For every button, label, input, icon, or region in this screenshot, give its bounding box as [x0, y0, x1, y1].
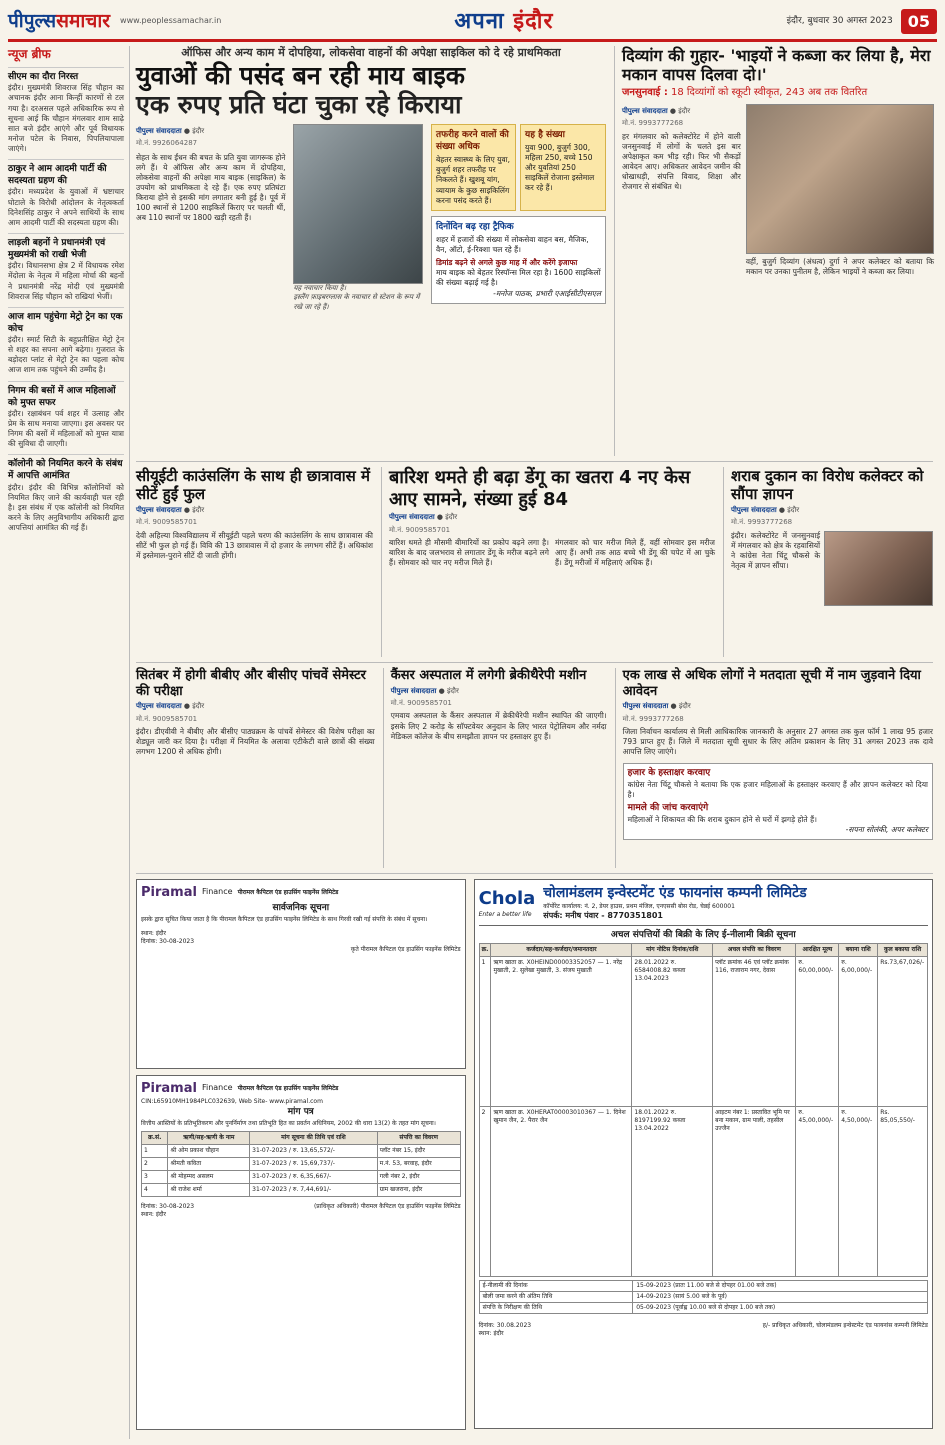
public-hearing-photo: [746, 104, 934, 254]
dengue-headline: बारिश थमते ही बढ़ा डेंगू का खतरा 4 नए केस आए सामने, संख्या हुई 84: [389, 467, 691, 510]
brief-body: इंदौर। स्मार्ट सिटी के बहुप्रतीक्षित मेट्रो ट्रेन से शहर का सपना आगे बढ़ेगा। गुजरात के बड़ोदरा प्लांट से मेट्रो ट्रेन का पहला कोच आज शाम तक पहुंचने की उम्मीद है।: [8, 335, 124, 375]
brief-title: लाड़ली बहनों ने प्रधानमंत्री एवं मुख्यमंत्री को राखी भेजी: [8, 233, 124, 261]
lead-headline: युवाओं की पसंद बन रही माय बाइक: [136, 60, 465, 90]
ad-title: मांग पत्र: [287, 1106, 314, 1117]
voters-story: [615, 668, 933, 868]
chola-logo: Chola: [478, 887, 536, 909]
page-number: 05: [901, 9, 937, 35]
piramal-demand-notice: Piramal Finance पीरामल कैपिटल एंड हाउसिंग फाइनेंस लिमिटेड CIN:L65910MH1984PLC032639, Web Site- www.piramal.com मांग पत्र वित्तीय आस्तियों के प्रतिभूतिकरण और पुनर्निर्माण तथा प्रतिभूति हित का प्रवर्तन अधिनियम, 2002 की धारा 13(2) के तहत मांग सूचना। क्र.सं. ऋणी/सह-ऋणी के नाम मांग सूचना की तिथि एवं राशि संपत्ति का विवरण 1 श्री ओम प्रकाश चौहान 31-07-2023 / रु. 13,65,572/- प्लॉट नंबर 15, इंदौर 2 श्रीमती कविता 31-07-2023 / रु. 15,69,737/- म.नं. 53, बरवाह, इंदौर 3 श्री मोहम्मद असलम 31-07-2023 / रु. 6,35,667/- गली नंबर 2, इंदौर 4 श्री राजेश शर्मा 31-07-2023 / रु. 7,44,691/- ग्राम खजराना, इंदौर दिनांक: 30-08-2023 स्थान: इंदौर (प्राधिकृत अधिकारी) पीरामल कैपिटल एंड हाउसिंग फाइनेंस लिमिटेड: [136, 1075, 466, 1430]
mobile-number: मो.नं. 9926064287: [136, 139, 198, 148]
dengue-body: बारिश थमते ही मौसमी बीमारियों का प्रकोप बढ़ने लगा है। बारिश के बाद जलभराव से लगातार डेंगू के मरीज बढ़ने लगे हैं। सोमवार को चार नए मरीज मिले हैं।: [389, 538, 549, 568]
semester-headline: सितंबर में होगी बीबीए और बीसीए पांचवें सेमेस्टर की परीक्षा: [136, 668, 366, 699]
photo-caption: इस्लैंग फ़ाइबरग्लास के नवाचार से स्टेशन के रूप में रखे जा रहे हैं।: [293, 293, 420, 311]
dateline: इंदौर, बुधवार 30 अगस्त 2023: [786, 16, 893, 27]
piramal-logo: Piramal: [141, 1081, 197, 1096]
voters-headline: एक लाख से अधिक लोगों ने मतदाता सूची में नाम जुड़वाने दिया आवेदन: [622, 668, 921, 699]
cancer-headline: कैंसर अस्पताल में लगेगी ब्रेकीथैरेपी मशीन: [390, 668, 587, 683]
cuet-story: [136, 467, 373, 657]
piramal-logo: Piramal: [141, 885, 197, 900]
brief-body: इंदौर। रक्षाबंधन पर्व शहर में उत्साह और प्रेम के साथ मनाया जाएगा। इस अवसर पर निगम की बसों में महिलाओं को मुफ्त यात्रा की सुविधा दी जाएगी।: [8, 408, 124, 449]
brief-title: निगम की बसों में आज महिलाओं को मुफ्त सफर: [8, 381, 124, 409]
semester-story: [136, 668, 375, 868]
divyang-story: [614, 46, 934, 456]
brief-body: इंदौर। मुख्यमंत्री शिवराज सिंह चौहान का अचानक इंदौर आना किन्हीं कारणों से टल गया है। दरअसल पहले अधिकारिक रूप से सूचना आई कि चौहान मंगलवार शाम साढ़े सात बजे इंदौर आएंगे और पूर्व विधायक मनोज पटेल के निवास, पिपलियापाला जाएंगे।: [8, 83, 124, 154]
lead-kicker: ऑफिस और अन्य काम में दोपहिया, लोकसेवा वाहनों की अपेक्षा साइकिल को दे रहे प्राथमिकता: [181, 46, 561, 59]
semester-body: इंदौर। डीएवीवी ने बीबीए और बीसीए पाठ्यक्रम के पांचवें सेमेस्टर की विशेष परीक्षा का शेड्यूल जारी कर दिया है। परीक्षा में नियमित के अलावा एटीकेटी वाले छात्रों की संख्या लगभग 1200 से अधिक होगी।: [136, 727, 375, 757]
liquor-headline: शराब दुकान का विरोध कलेक्टर को सौंपा ज्ञापन: [731, 467, 924, 503]
brief-body: इंदौर। विधानसभा क्षेत्र 2 में विधायक रमेश मेंदोला के नेतृत्व में महिला मोर्चा की बहनों ने प्रधानमंत्री नरेंद्र मोदी एवं मुख्यमंत्री शिवराज सिंह चौहान को राखियां भेजीं।: [8, 261, 124, 301]
byline: पीपुल्स संवाददाता ● इंदौर: [136, 702, 205, 711]
pull-title: मामले की जांच करवाएंगे: [627, 803, 709, 814]
liquor-pull-box: [623, 763, 933, 840]
dengue-body2: मंगलवार को चार मरीज मिले हैं, वहीं सोमवार इस मरीज आए हैं। अभी तक आठ बच्चे भी डेंगू की चपेट में आ चुके हैं। डेंगू मरीजों में महिलाएं अधिक हैं।: [555, 538, 715, 568]
quote-sign: -मनोज पाठक, प्रभारी एआईसीटीएसएल: [493, 288, 601, 298]
quote-title: दिनोंदिन बढ़ रहा ट्रैफिक: [436, 221, 514, 232]
quote-body2: माय बाइक को बेहतर रिस्पॉन्स मिल रहा है। 1600 साइकिलों की संख्या बढ़ाई गई है।: [436, 268, 601, 288]
stats-title: यह है संख्या: [525, 129, 565, 140]
byline: पीपुल्स संवाददाता ● इंदौर: [389, 513, 458, 522]
brief-item: [8, 67, 124, 154]
byline: पीपुल्स संवाददाता ● इंदौर: [136, 126, 205, 135]
lead-subheadline: एक रुपए प्रति घंटा चुका रहे किराया: [136, 90, 462, 120]
mobile-number: मो.नं. 9993777268: [622, 119, 684, 128]
ad-title: अचल संपत्तियों की बिक्री के लिए ई-नीलामी बिक्री सूचना: [610, 929, 796, 940]
chola-company: चोलामंडलम इन्वेस्टमेंट एंड फायनांस कम्पनी लिमिटेड: [543, 885, 807, 901]
quote-bold: डिमांड बढ़ने से अगले कुछ माह में और करेंगे इजाफा: [436, 258, 578, 268]
quote-body: शहर में हजारों की संख्या में लोकसेवा वाहन बस, मैजिक, वैन, ऑटो, ई-रिक्शा चल रहे हैं।: [436, 234, 589, 255]
mobile-number: मो.नं. 9009585701: [136, 518, 198, 527]
byline: पीपुल्स संवाददाता ● इंदौर: [390, 686, 459, 695]
schedule-table: [479, 1280, 928, 1314]
table-row: 2 ऋण खाता क्र. X0HERAT00003010367 — 1. दिनेश खुमान जैन, 2. पैरार जैन 18.01.2022 रु. 8197199.92 कब्जा 13.04.2022 आइटम नंबर 1: प्रस्तावित भूमि पर बना मकान, ग्राम पाली, तहसील उज्जैन रु. 45,00,000/- रु. 4,50,000/- Rs. 85,05,550/-: [479, 1107, 927, 1277]
brief-title: कॉलोनी को नियमित करने के संबंध में आपत्ति आमंत्रित: [8, 454, 124, 482]
liquor-body: इंदौर। कलेक्टोरेट में जनसुनवाई में मंगलवार को क्षेत्र के रहवासियों ने कांग्रेस नेता चिंटू चौकसे के नेतृत्व में ज्ञापन सौंपा।: [731, 530, 821, 571]
cuet-headline: सीयूईटी काउंसलिंग के साथ ही छात्रावास में सीटें हुईं फुल: [136, 467, 371, 503]
infobox-body: बेहतर स्वास्थ्य के लिए युवा, बुजुर्ग शहर तफरीह पर निकलते हैं। खुशबू यांग, व्यायाम के कुछ साइकिलिंग करना पसंद करते हैं।: [436, 155, 510, 205]
stats-box: [520, 124, 606, 211]
byline: पीपुल्स संवाददाता ● इंदौर: [622, 106, 691, 115]
cycle-station-photo: [293, 124, 423, 284]
table-row: बोली जमा करने की अंतिम तिथि 14-09-2023 (सायं 5.00 बजे के पूर्व): [479, 1292, 927, 1303]
quote-box: [431, 216, 606, 304]
mobile-number: मो.नं. 9009585701: [389, 525, 451, 534]
brief-item: [8, 381, 124, 450]
paper-logo: [8, 9, 110, 35]
auction-table: क्र. कर्जदार/सह-कर्जदार/जमानतदार मांग नोटिस दिनांक/राशि अचल संपत्ति का विवरण आरक्षित मूल्य बयाना राशि कुल बकाया राशि 1 ऋण खाता क्र. X0HEIND00003352057 — 1. नरेंद्र मुखाती, 2. सुलेखा मुखाती, 3. संजय मुखाती 28.01.2022 रु. 6584008.82 कब्जा 13.04.2023 प्लॉट क्रमांक 46 एवं प्लॉट क्रमांक 116, राजाराम नगर, देवास रु. 60,00,000/- रु. 6,00,000/- Rs.73,67,026/- 2 ऋण खाता क्र. X0HERAT00003010367 — 1. दिनेश खुमान जैन, 2. पैरार जैन 18.01.2022 रु. 8197199.92 कब्जा 13.04.2022 आइटम नंबर 1: प्रस्तावित भूमि पर बना मकान, ग्राम पाली, तहसील उज्जैन रु. 45,00,000/- रु. 4,50,000/- Rs. 85,05,550/-: [479, 943, 928, 1277]
liquor-story: [723, 467, 933, 657]
voters-body: जिला निर्वाचन कार्यालय से मिली आधिकारिक जानकारी के अनुसार 27 अगस्त तक कुल फॉर्म 1 लाख 95 हजार 793 प्राप्त हुए हैं। जिले में मतदाता सूची सुधार के लिए अंतिम प्रकाशन के लिए 31 अगस्त 2023 तक दावे आपत्ति लिए जाएंगे।: [622, 727, 933, 757]
pull-body: कांग्रेस नेता चिंटू चौकसे ने बताया कि एक हजार महिलाओं के हस्ताक्षर करवाए हैं और ज्ञापन कलेक्टर को दिया है।: [627, 780, 928, 800]
table-row: 1 श्री ओम प्रकाश चौहान 31-07-2023 / रु. 13,65,572/- प्लॉट नंबर 15, इंदौर: [142, 1144, 461, 1157]
table-row: 4 श्री राजेश शर्मा 31-07-2023 / रु. 7,44,691/- ग्राम खजराना, इंदौर: [142, 1184, 461, 1197]
photo-caption: यह नवाचार किया है।: [293, 283, 347, 292]
dengue-story: [381, 467, 715, 657]
brief-body: इंदौर। मध्यप्रदेश के युवाओं में भ्रष्टाचार घोटाले के विरोधी आंदोलन के नेतृत्वकर्ता दिनेशसिंह ठाकुर ने अपने साथियों के साथ आम आदमी पार्टी की सदस्यता ग्रहण की।: [8, 187, 124, 227]
divyang-headline: दिव्यांग की गुहार- 'भाइयों ने कब्जा कर लिया है, मेरा मकान वापस दिलवा दो।': [622, 46, 931, 85]
main-area: [136, 46, 933, 1439]
cuet-body: देवी अहिल्या विश्वविद्यालय में सीयूईटी पहले चरण की काउंसलिंग के साथ छात्रावास की सीटें भी फुल हो गई हैं। विवि की 13 छात्रावास में दो हजार के लगभग सीटें हैं। अधिकांश में इस्तेमाल-पुराने सीटें दी जाती होंगी।: [136, 530, 373, 561]
infobox: [431, 124, 516, 211]
chola-auction-notice: Chola Enter a better life चोलामंडलम इन्वेस्टमेंट एंड फायनांस कम्पनी लिमिटेड कॉर्पोरेट कार्यालय: नं. 2, डेयर हाउस, प्रथम मंजिल, एनएससी बोस रोड, चेन्नई 600001 संपर्क: मनीष पंवार - 8770351801 अचल संपत्तियों की बिक्री के लिए ई-नीलामी बिक्री सूचना क्र. कर्जदार/सह-कर्जदार/जमानतदार मांग नोटिस दिनांक/राशि अचल संपत्ति का विवरण आरक्षित मूल्य बयाना राशि कुल बकाया राशि 1 ऋण खाता क्र. X0HEIND00003352057 — 1. नरेंद्र मुखाती, 2. सुलेखा मुखाती, 3. संजय मुखाती 28.01.2022 रु. 6584008.82 कब्जा 13.04.2023 प्लॉट क्रमांक 46 एवं प्लॉट क्रमांक 116, राजाराम नगर, देवास रु. 60,00,000/- रु. 6,00,000/- Rs.73,67,026/- 2 ऋण खाता क्र. X0HERAT00003010367 — 1. दिनेश खुमान जैन, 2. पैरार जैन 18.01.2022 रु. 8197199.92 कब्जा 13.04.2022 आइटम नंबर 1: प्रस्तावित भूमि पर बना मकान, ग्राम पाली, तहसील उज्जैन रु. 45,00,000/- रु. 4,50,000/- Rs. 85,05,550/- ई-नीलामी की दिनांक 15-09-2023 (प्रातः 11.00 बजे से दोपहर 01.00 बजे तक) बोली जमा करने की अंतिम तिथि 14-09-2023 (सायं 5.00 बजे के पूर्व) संपत्ति के निरीक्षण की तिथि 05-09-2023 (पूर्वाह्न 10.00 बजे से दोपहर 1.00 बजे तक) दिनांक: 30.08.2023 स्थान: इंदौर ह/- प्राधिकृत अधिकारी, चोलामंडलम इन्वेस्टमेंट एंड फायनांस कम्पनी लिमिटेड: [474, 879, 933, 1429]
protest-photo: [824, 531, 933, 606]
ad-body: इसके द्वारा सूचित किया जाता है कि पीरामल कैपिटल एंड हाउसिंग फाइनेंस लिमिटेड के साथ गिरवी रखी गई संपत्ति के संबंध में सूचना।: [141, 915, 428, 923]
cancer-story: [383, 668, 607, 868]
table-row: 2 श्रीमती कविता 31-07-2023 / रु. 15,69,737/- म.नं. 53, बरवाह, इंदौर: [142, 1158, 461, 1171]
brief-title: ठाकुर ने आम आदमी पार्टी की सदस्यता ग्रहण की: [8, 159, 124, 187]
brief-title: सीएम का दौरा निरस्त: [8, 67, 124, 83]
demand-table: क्र.सं. ऋणी/सह-ऋणी के नाम मांग सूचना की तिथि एवं राशि संपत्ति का विवरण 1 श्री ओम प्रकाश चौहान 31-07-2023 / रु. 13,65,572/- प्लॉट नंबर 15, इंदौर 2 श्रीमती कविता 31-07-2023 / रु. 15,69,737/- म.नं. 53, बरवाह, इंदौर 3 श्री मोहम्मद असलम 31-07-2023 / रु. 6,35,667/- गली नंबर 2, इंदौर 4 श्री राजेश शर्मा 31-07-2023 / रु. 7,44,691/- ग्राम खजराना, इंदौर: [141, 1131, 461, 1197]
mobile-number: मो.नं. 9009585701: [136, 714, 198, 723]
table-row: 1 ऋण खाता क्र. X0HEIND00003352057 — 1. नरेंद्र मुखाती, 2. सुलेखा मुखाती, 3. संजय मुखाती 28.01.2022 रु. 6584008.82 कब्जा 13.04.2023 प्लॉट क्रमांक 46 एवं प्लॉट क्रमांक 116, राजाराम नगर, देवास रु. 60,00,000/- रु. 6,00,000/- Rs.73,67,026/-: [479, 957, 927, 1107]
pull-body: महिलाओं ने शिकायत की कि शराब दुकान होने से घरों में झगड़े होते हैं।: [627, 815, 817, 825]
piramal-public-notice: Piramal Finance पीरामल कैपिटल एंड हाउसिंग फाइनेंस लिमिटेड सार्वजनिक सूचना इसके द्वारा सूचित किया जाता है कि पीरामल कैपिटल एंड हाउसिंग फाइनेंस लिमिटेड के साथ गिरवी रखी गई संपत्ति के संबंध में सूचना। स्थान: इंदौर दिनांक: 30-08-2023 कृते पीरामल कैपिटल एंड हाउसिंग फाइनेंस लिमिटेड: [136, 879, 466, 1069]
mobile-number: मो.नं. 9009585701: [390, 699, 452, 708]
brief-title: आज शाम पहुंचेगा मेट्रो ट्रेन का एक कोच: [8, 307, 124, 335]
section-title: अपना इंदौर: [454, 8, 554, 34]
pull-sign: -सपना सोलंकी, अपर कलेक्टर: [845, 825, 928, 835]
mobile-number: मो.नं. 9993777268: [622, 714, 684, 723]
byline: पीपुल्स संवाददाता ● इंदौर: [136, 506, 205, 514]
divyang-sub: जनसुनवाई : 18 दिव्यांगों को स्कूटी स्वीकृत, 243 अब तक वितरित: [622, 87, 868, 99]
brief-item: [8, 159, 124, 228]
brief-item: [8, 307, 124, 376]
infobox-title: तफरीह करने वालों की संख्या अधिक: [436, 129, 509, 152]
logo-left: पीपुल्स: [8, 9, 57, 32]
table-row: 3 श्री मोहम्मद असलम 31-07-2023 / रु. 6,35,667/- गली नंबर 2, इंदौर: [142, 1171, 461, 1184]
table-row: संपत्ति के निरीक्षण की तिथि 05-09-2023 (पूर्वाह्न 10.00 बजे से दोपहर 1.00 बजे तक): [479, 1303, 927, 1314]
pull-title: हजार के हस्ताक्षर करवाए: [627, 768, 711, 779]
lead-story: [136, 46, 606, 456]
mobile-number: मो.नं. 9993777268: [731, 518, 793, 527]
brief-item: [8, 454, 124, 533]
byline: पीपुल्स संवाददाता ● इंदौर: [731, 506, 800, 514]
byline: पीपुल्स संवाददाता ● इंदौर: [622, 702, 691, 711]
lead-body: सेहत के साथ ईंधन की बचत के प्रति युवा जागरूक होने लगे हैं। ये ऑफिस और अन्य काम में दोपहिया, लोकसेवा वाहनों की अपेक्षा माय बाइक (साइकिल) के उपयोग को प्राथमिकता दे रहे हैं। एक रुपए प्रतिघंटा किराया होने से इसकी मांग लगातार बनी हुई है। पूर्व में 100 स्थानों से 1200 साइकिलें किराए पर चलती थीं, अब 110 स्थानों पर 1800 खड़ी रहती हैं।: [136, 152, 286, 223]
stats-body: युवा 900, बुजुर्ग 300, महिला 250, बच्चे 150 और युवतियां 250 साइकिलें रोजाना इस्तेमाल कर रहे हैं।: [525, 142, 595, 193]
cancer-body: एमवाय अस्पताल के कैंसर अस्पताल में ब्रेकीथैरेपी मशीन स्थापित की जाएगी। इसके लिए 2 करोड़ के सॉफ्टवेयर अनुदान के लिए भारत पेट्रोलियम और नर्मदा मेडिकल कॉलेज के बीच समझौता ज्ञापन पर हस्ताक्षर हुए हैं।: [390, 711, 607, 741]
news-brief-column: [8, 46, 130, 1439]
divyang-body2: वहीं, बुजुर्ग दिव्यांग (अंधत्व) दुर्गा ने अपर कलेक्टर को बताया कि मकान पर उनका पुनीतम है, लेकिन भाइयों ने कब्जा कर लिया।: [745, 256, 934, 276]
table-row: ई-नीलामी की दिनांक 15-09-2023 (प्रातः 11.00 बजे से दोपहर 01.00 बजे तक): [479, 1281, 927, 1292]
brief-heading: न्यूज ब्रीफ: [8, 47, 51, 61]
site-url[interactable]: www.peoplessamachar.in: [120, 16, 222, 26]
logo-right: समाचार: [56, 9, 111, 32]
brief-item: [8, 233, 124, 302]
brief-body: इंदौर। इंदौर की विभिन्न कॉलोनियों को नियमित किए जाने की कार्यवाही चल रही है। इस संबंध में एक कॉलोनी को नियमित करने के लिए अनुविभागीय अधिकारी द्वारा आपत्तियां आमंत्रित की गई हैं।: [8, 482, 124, 533]
ad-title: सार्वजनिक सूचना: [272, 902, 330, 913]
masthead: [8, 4, 937, 42]
divyang-body: हर मंगलवार को कलेक्टोरेट में होने वाली जनसुनवाई में लोगों के चलते इस बार अपेक्षाकृत कम भीड़ रही। फिर भी सैकड़ों आवेदन आए। अधिकतर आवेदन जमीन की धोखाधड़ी, संपत्ति विवाद, शिक्षा और रोजगार से संबंधित थे।: [622, 131, 741, 192]
